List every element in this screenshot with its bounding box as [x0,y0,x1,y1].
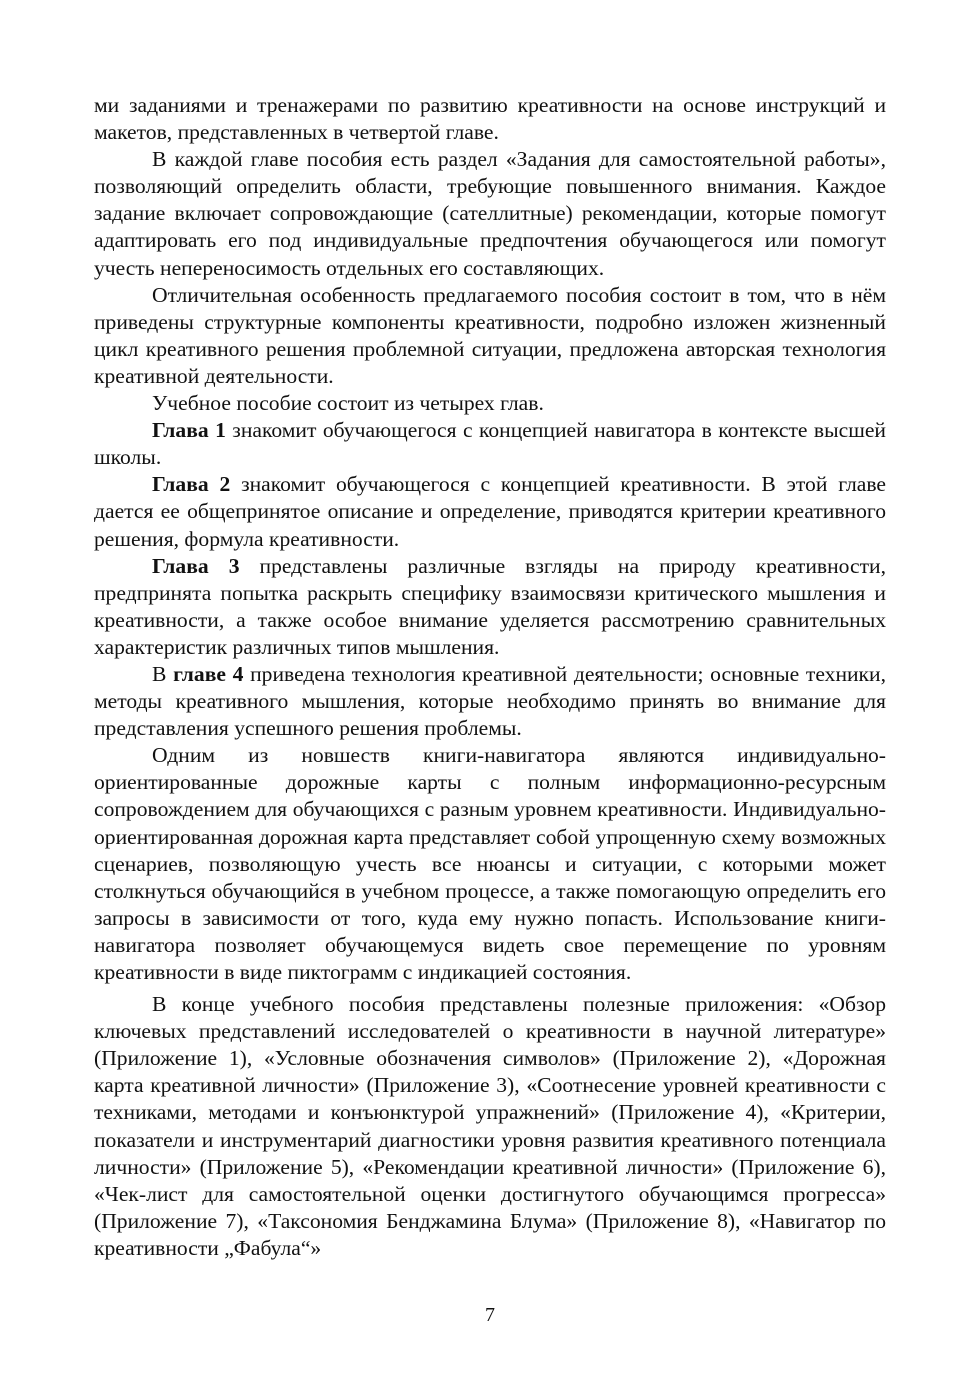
chapter-4-heading: главе 4 [173,661,244,686]
chapter-1-heading: Глава 1 [152,418,226,443]
paragraph-self-study-tasks: В каждой главе пособия есть раздел «Задания для самостоятельной работы», позволяющий определить области, требующие повышенного внимания. Каждое задание включает сопровождающие (сателлитные) рекомендации, которые помогут адаптировать его под индивидуальные предпочтения обучающегося или помогут учесть непереносимость отдельных его составляющих. [94,147,886,280]
paragraph-continuation: ми заданиями и тренажерами по развитию креативности на основе инструкций и макетов, представленных в четвертой главе. [94,93,886,145]
paragraph-chapter-4 [94,661,886,742]
chapter-4-text: приведена технология креативной деятельности; основные техники, методы креативного мышления, которые необходимо принять во внимание для представления успешного решения проблемы. [94,661,887,741]
paragraph-chapter-3 [94,553,886,661]
chapter-2-heading: Глава 2 [152,472,231,497]
paragraph-structure-intro: Учебное пособие состоит из четырех глав. [152,391,544,416]
paragraph-chapter-1 [94,417,886,471]
paragraph-appendices: В конце учебного пособия представлены полезные приложения: «Обзор ключевых представлений исследователей о креативности в научной литературе» (Приложение 1), «Условные обозначения символов» (Приложение 2), «Дорожная карта креативной личности» (Приложение 3), «Соотнесение уровней креативности с техниками, методами и конъюнктурой упражнений» (Приложение 4), «Критерии, показатели и инструментарий диагностики уровня развития креативного потенциала личности» (Приложение 5), «Рекомендации креативной личности» (Приложение 6), «Чек-лист для самостоятельной оценки достигнутого обучающимся прогресса» (Приложение 7), «Таксономия Бенджамина Блума» (Приложение 8), «Навигатор по креативности „Фабула“» [94,992,886,1260]
chapter-3-heading: Глава 3 [152,553,240,578]
paragraph-roadmaps: Одним из новшеств книги-навигатора являются индивидуально-ориентированные дорожные карты с полным информационно-ресурсным сопровождением для обучающихся с разным уровнем креативности. Индивидуально-ориентированная дорожная карта представляет собой упрощенную схему возможных сценариев, позволяющую учесть все нюансы и ситуации, с которыми может столкнуться обучающийся в учебном процессе, а также помогающую определить его запросы в зависимости от того, куда ему нужно попасть. Использование книги-навигатора позволяет обучающемуся видеть свое перемещение по уровням креативности в виде пиктограмм с индикацией состояния. [94,743,886,984]
chapter-2-text: знакомит обучающегося с концепцией креативности. В этой главе дается ее общепринятое описание и определение, приводятся критерии креативного решения, формула креативности. [94,472,886,551]
paragraph-distinctive-feature: Отличительная особенность предлагаемого пособия состоит в том, что в нём приведены структурные компоненты креативности, подробно изложен жизненный цикл креативного решения проблемной ситуации, предложена авторская технология креативной деятельности. [94,282,886,388]
paragraph-chapter-2 [94,471,886,552]
chapter-3-text: представлены различные взгляды на природу креативности, предпринята попытка раскрыть специфику взаимосвязи критического мышления и креативности, а также особое внимание уделяется рассмотрению сравнительных характеристик различных типов мышления. [94,553,886,659]
page-number: 7 [485,1304,495,1326]
chapter-4-prefix: В [152,661,174,686]
page-body [94,92,886,1262]
chapter-1-text: знакомит обучающегося с концепцией навигатора в контексте высшей школы. [94,418,886,470]
